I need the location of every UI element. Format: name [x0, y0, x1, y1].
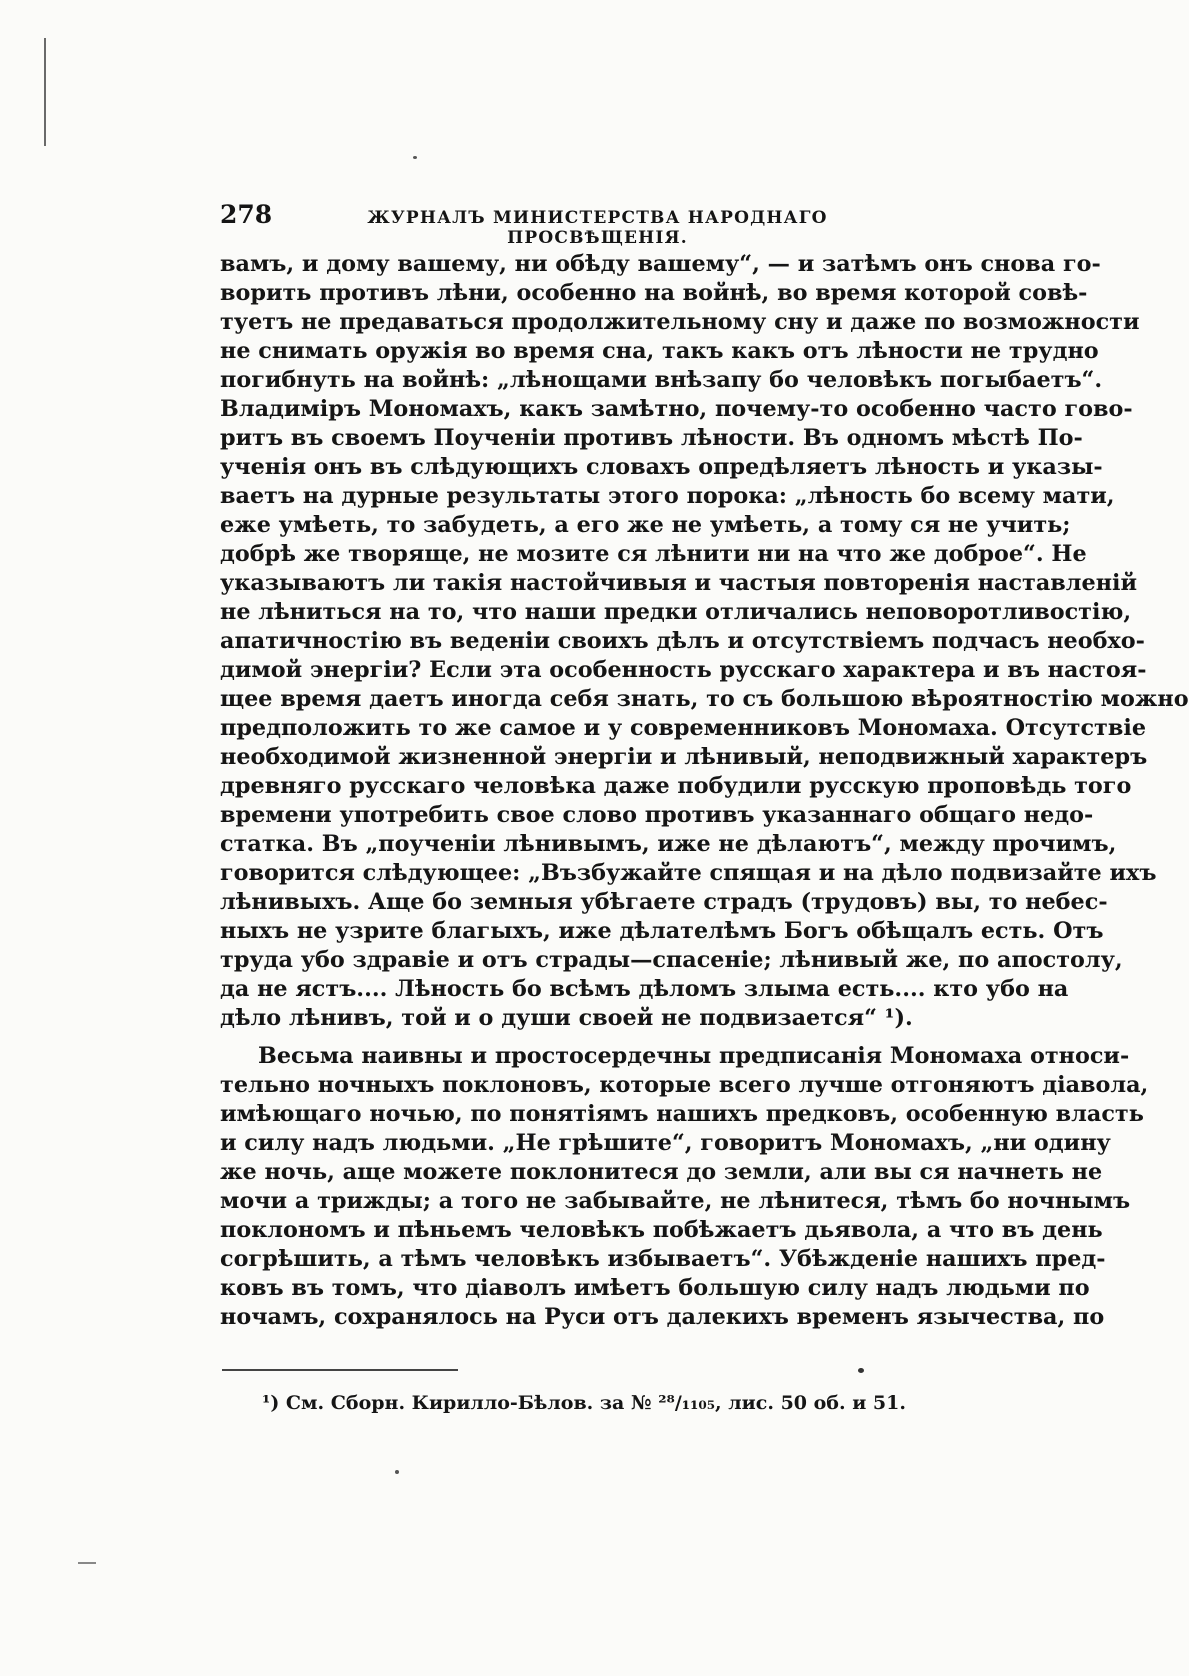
paragraph-gap	[220, 1033, 964, 1042]
body-text	[220, 250, 1189, 1332]
text-line: лѣнивыхъ. Аще бо земныя убѣгаете страдъ (трудовъ) вы, то небес-	[220, 889, 1108, 915]
text-line: щее время даетъ иногда себя знать, то съ большою вѣроятностію можно	[220, 686, 1189, 712]
paragraph	[220, 250, 1189, 1033]
text-line: да не ястъ.... Лѣность бо всѣмъ дѣломъ злыма есть.... кто убо на	[220, 976, 1069, 1002]
text-line: говорится слѣдующее: „Възбужайте спящая и на дѣло подвизайте ихъ	[220, 860, 1157, 886]
text-line: ковъ въ томъ, что діаволъ имѣетъ большую силу надъ людьми по	[220, 1275, 1090, 1301]
page-number: 278	[220, 200, 273, 229]
scan-margin-mark	[78, 1562, 96, 1564]
text-line: тельно ночныхъ поклоновъ, которые всего лучше отгоняютъ діавола,	[220, 1072, 1149, 1098]
text-line: ныхъ не узрите благыхъ, иже дѣлателѣмъ Богъ обѣщалъ есть. Отъ	[220, 918, 1104, 944]
text-line: и силу надъ людьми. „Не грѣшите“, говоритъ Мономахъ, „ни одину	[220, 1130, 1111, 1156]
text-line: вамъ, и дому вашему, ни обѣду вашему“, — и затѣмъ онъ снова го-	[220, 251, 1101, 277]
text-line: древняго русскаго человѣка даже побудили русскую проповѣдь того	[220, 773, 1132, 799]
paragraph	[220, 1042, 1149, 1332]
text-line: дѣло лѣнивъ, той и о души своей не подвизается“ ¹).	[220, 1005, 913, 1031]
text-line: добрѣ же творяще, не мозите ся лѣнити ни на что же доброе“. Не	[220, 541, 1087, 567]
text-line: ворить противъ лѣни, особенно на войнѣ, во время которой совѣ-	[220, 280, 1088, 306]
text-line: указываютъ ли такія настойчивыя и частыя повторенія наставленій	[220, 570, 1138, 596]
page-header	[220, 200, 875, 248]
text-line: ученія онъ въ слѣдующихъ словахъ опредѣляетъ лѣность и указы-	[220, 454, 1103, 480]
footnote-divider	[222, 1369, 458, 1371]
text-line: времени употребить свое слово противъ указаннаго общаго недо-	[220, 802, 1094, 828]
text-line: ритъ въ своемъ Поученіи противъ лѣности. Въ одномъ мѣстѣ По-	[220, 425, 1083, 451]
running-title: ЖУРНАЛЪ МИНИСТЕРСТВА НАРОДНАГО ПРОСВѢЩЕНІЯ.	[367, 208, 828, 248]
scan-margin-line	[44, 38, 46, 146]
text-line: же ночь, аще можете поклонитеся до земли, али вы ся начнеть не	[220, 1159, 1103, 1185]
scan-speck	[395, 1470, 399, 1474]
text-line: предположить то же самое и у современниковъ Мономаха. Отсутствіе	[220, 715, 1147, 741]
text-line: Владиміръ Мономахъ, какъ замѣтно, почему-то особенно часто гово-	[220, 396, 1133, 422]
text-line: статка. Въ „поученіи лѣнивымъ, иже не дѣлаютъ“, между прочимъ,	[220, 831, 1117, 857]
text-line: имѣющаго ночью, по понятіямъ нашихъ предковъ, особенную власть	[220, 1101, 1144, 1127]
text-line: поклономъ и пѣньемъ человѣкъ побѣжаетъ дьявола, а что въ день	[220, 1217, 1103, 1243]
text-line: ночамъ, сохранялось на Руси отъ далекихъ временъ язычества, по	[220, 1304, 1105, 1330]
text-line: туетъ не предаваться продолжительному сну и даже по возможности	[220, 309, 1140, 335]
footnote: ¹) См. Сборн. Кирилло-Бѣлов. за № ²⁸/₁₁₀₅, лис. 50 об. и 51.	[262, 1392, 906, 1414]
text-line: не лѣниться на то, что наши предки отличались неповоротливостію,	[220, 599, 1132, 625]
scan-speck	[413, 156, 417, 159]
text-line: ваетъ на дурные результаты этого порока: „лѣность бо всему мати,	[220, 483, 1115, 509]
text-line: не снимать оружія во время сна, такъ какъ отъ лѣности не трудно	[220, 338, 1099, 364]
text-line: апатичностію въ веденіи своихъ дѣлъ и отсутствіемъ подчасъ необхо-	[220, 628, 1145, 654]
text-line: димой энергіи? Если эта особенность русскаго характера и въ настоя-	[220, 657, 1147, 683]
text-line: необходимой жизненной энергіи и лѣнивый, неподвижный характеръ	[220, 744, 1148, 770]
text-line: еже умѣеть, то забудеть, а его же не умѣеть, а тому ся не учить;	[220, 512, 1071, 538]
text-line: труда убо здравіе и отъ страды—спасеніе; лѣнивый же, по апостолу,	[220, 947, 1123, 973]
text-line: мочи а трижды; а того не забывайте, не лѣнитеся, тѣмъ бо ночнымъ	[220, 1188, 1131, 1214]
text-line: погибнуть на войнѣ: „лѣнощами внѣзапу бо человѣкъ погыбаетъ“.	[220, 367, 1103, 393]
text-line: Весьма наивны и простосердечны предписанія Мономаха относи-	[258, 1043, 1130, 1069]
scan-speck	[858, 1368, 864, 1373]
text-line: согрѣшить, а тѣмъ человѣкъ избываетъ“. Убѣжденіе нашихъ пред-	[220, 1246, 1106, 1272]
